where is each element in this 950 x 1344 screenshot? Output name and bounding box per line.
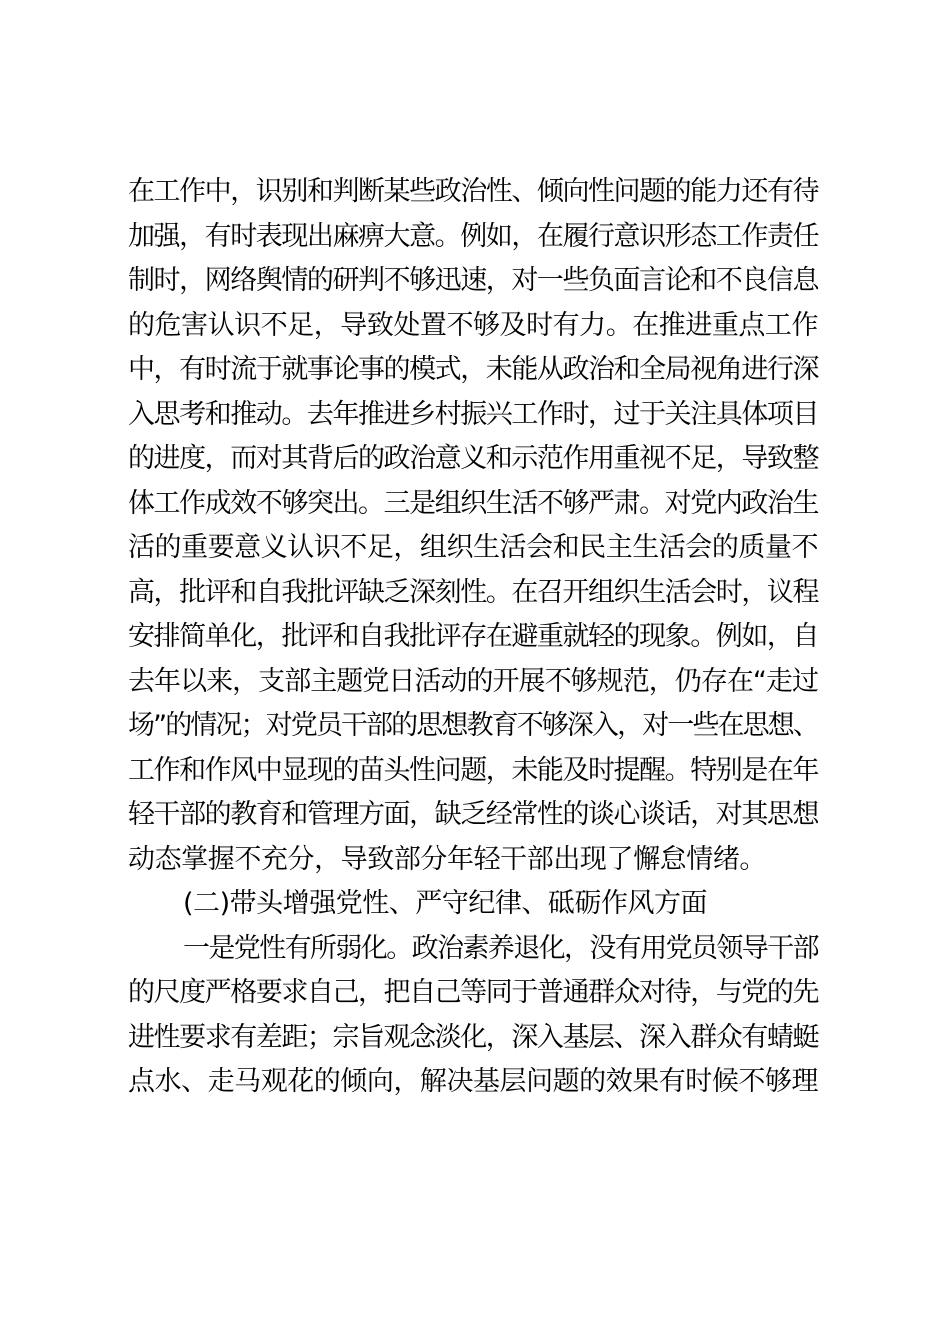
document-body [128,170,828,1105]
section-heading: (二)带头增强党性、严守纪律、砥砺作风方面 [183,888,708,919]
text-line: 中，有时流于就事论事的模式，未能从政治和全局视角进行深 [128,354,818,385]
text-line: 轻干部的教育和管理方面，缺乏经常性的谈心谈话，对其思想 [128,799,818,830]
text-line: 制时，网络舆情的研判不够迅速，对一些负面言论和不良信息 [128,265,818,296]
text-line: 体工作成效不够突出。三是组织生活不够严肃。对党内政治生 [128,487,818,519]
text-line: 工作和作风中显现的苗头性问题，未能及时提醒。特别是在年 [128,754,818,786]
text-line: 一是党性有所弱化。政治素养退化，没有用党员领导干部 [183,932,818,964]
text-line: 活的重要意义认识不足，组织生活会和民主生活会的质量不 [128,532,818,563]
text-line: 的危害认识不足，导致处置不够及时有力。在推进重点工作 [128,309,818,341]
text-line: 进性要求有差距；宗旨观念淡化，深入基层、深入群众有蜻蜓 [128,1021,818,1053]
text-line: 加强，有时表现出麻痹大意。例如，在履行意识形态工作责任 [128,220,818,252]
text-line: 在工作中，识别和判断某些政治性、倾向性问题的能力还有待 [128,176,818,207]
text-line: 的尺度严格要求自己，把自己等同于普通群众对待，与党的先 [128,977,818,1008]
text-line: 点水、走马观花的倾向，解决基层问题的效果有时候不够理 [128,1066,818,1097]
text-line: 去年以来，支部主题党日活动的开展不够规范，仍存在“走过 [128,665,818,697]
text-line: 动态掌握不充分，导致部分年轻干部出现了懈怠情绪。 [128,843,766,875]
text-line: 场”的情况；对党员干部的思想教育不够深入，对一些在思想、 [128,710,818,741]
text-line: 入思考和推动。去年推进乡村振兴工作时，过于关注具体项目 [128,398,818,430]
text-line: 高，批评和自我批评缺乏深刻性。在召开组织生活会时，议程 [128,576,818,608]
text-line: 的进度，而对其背后的政治意义和示范作用重视不足，导致整 [128,443,818,474]
text-line: 安排简单化，批评和自我批评存在避重就轻的现象。例如，自 [128,621,818,652]
